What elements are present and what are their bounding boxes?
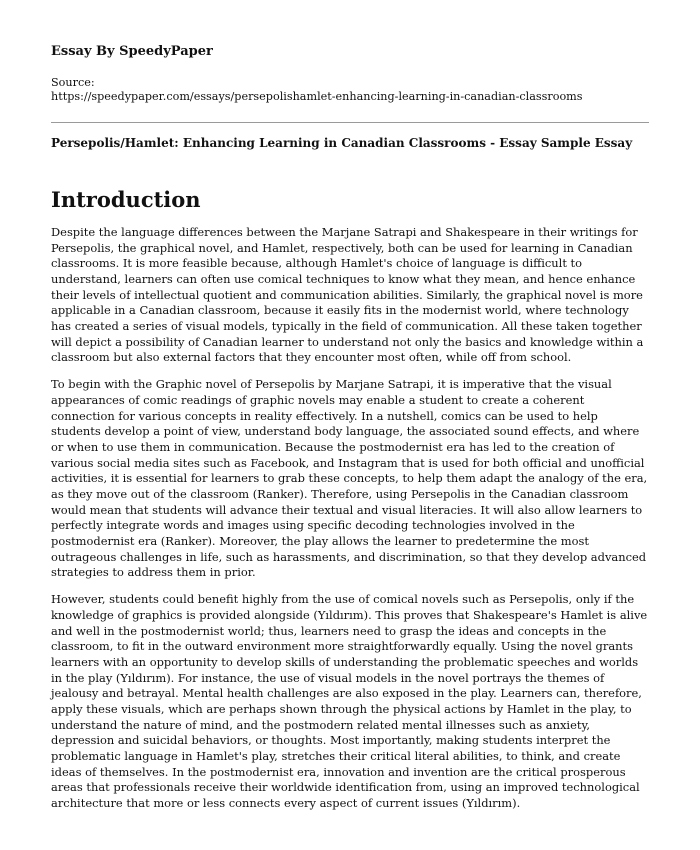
paragraph-2: To begin with the Graphic novel of Persepolis by Marjane Satrapi, it is imperative that the visual appearances of comic readings of graphic novels may enable a student to create a coherent connection for various concepts in reality effectively. In a nutshell, comics can be used to help students develop a point of view, understand body language, the associated sound effects, and where or when to use them in communication. Because the postmodernist era has led to the creation of various social media sites such as Facebook, and Instagram that is used for both official and unofficial activities, it is essential for learners to grab these concepts, to help them adapt the analogy of the era, as they move out of the classroom (Ranker). Therefore, using Persepolis in the Canadian classroom would mean that students will advance their textual and visual literacies. It will also allow learners to perfectly integrate words and images using specific decoding technologies involved in the postmodernist era (Ranker). Moreover, the play allows the learner to predetermine the most outrageous challenges in life, such as harassments, and discrimination, so that they develop advanced strategies to address them in prior. [51, 377, 648, 580]
source-url[interactable]: https://speedypaper.com/essays/persepolishamlet-enhancing-learning-in-canadian-classrooms [51, 90, 583, 103]
essay-title: Persepolis/Hamlet: Enhancing Learning in Canadian Classrooms - Essay Sample Essay [51, 136, 633, 150]
source-label: Source: [51, 76, 95, 89]
divider [51, 122, 649, 123]
paragraph-1: Despite the language differences between the Marjane Satrapi and Shakespeare in their writings for Persepolis, the graphical novel, and Hamlet, respectively, both can be used for learning in Canadian classrooms. It is more feasible because, although Hamlet's choice of language is difficult to understand, learners can often use comical techniques to know what they mean, and hence enhance their levels of intellectual quotient and communication abilities. Similarly, the graphical novel is more applicable in a Canadian classroom, because it easily fits in the modernist world, where technology has created a series of visual models, typically in the field of communication. All these taken together will depict a possibility of Canadian learner to understand not only the basics and knowledge within a classroom but also external factors that they encounter most often, while off from school. [51, 225, 644, 365]
paragraph-3: However, students could benefit highly from the use of comical novels such as Persepolis, only if the knowledge of graphics is provided alongside (Yıldırım). This proves that Shakespeare's Hamlet is alive and well in the postmodernist world; thus, learners need to grasp the ideas and concepts in the classroom, to fit in the outward environment more straightforwardly equally. Using the novel grants learners with an opportunity to develop skills of understanding the problematic speeches and worlds in the play (Yıldırım). For instance, the use of visual models in the novel portrays the themes of jealousy and betrayal. Mental health challenges are also exposed in the play. Learners can, therefore, apply these visuals, which are perhaps shown through the physical actions by Hamlet in the play, to understand the nature of mind, and the postmodern related mental illnesses such as anxiety, depression and suicidal behaviors, or thoughts. Most importantly, making students interpret the problematic language in Hamlet's play, stretches their critical literal abilities, to think, and create ideas of themselves. In the postmodernist era, innovation and invention are the critical prosperous areas that professionals receive their worldwide identification from, using an improved technological architecture that more or less connects every aspect of current issues (Yıldırım). [51, 592, 648, 810]
brand-heading: Essay By SpeedyPaper [51, 44, 213, 59]
section-heading: Introduction [51, 187, 201, 212]
